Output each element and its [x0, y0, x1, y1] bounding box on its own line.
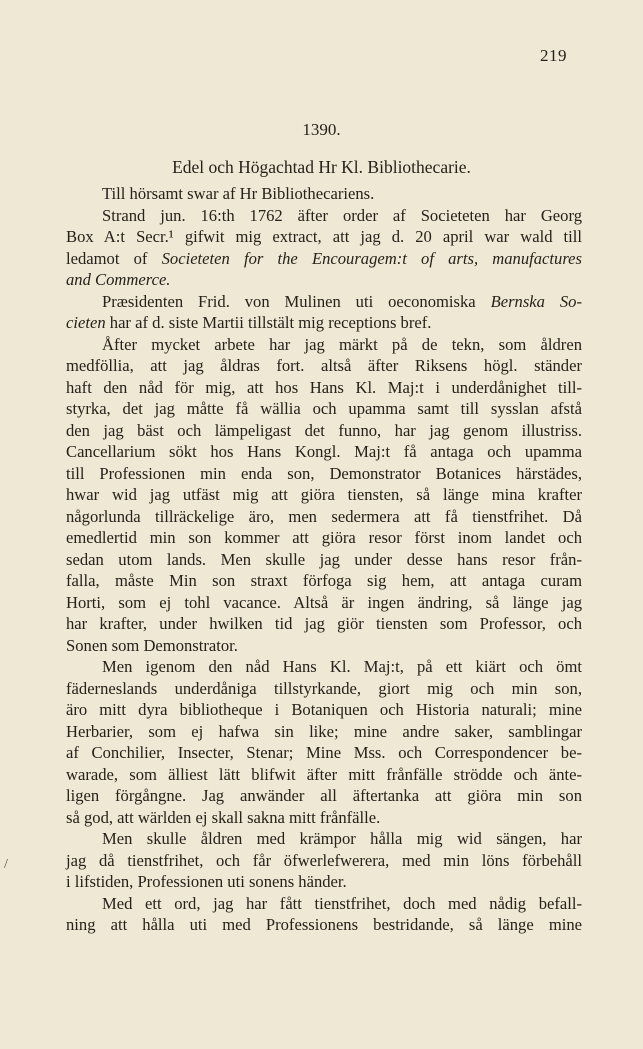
text-line [66, 506, 582, 528]
text-line [66, 398, 582, 420]
text-line [66, 699, 582, 721]
text-segment: ledamot of [66, 248, 162, 268]
italic-text: cieten [66, 313, 106, 332]
text-line [66, 656, 582, 678]
text-line [66, 527, 582, 549]
text-line [66, 441, 582, 463]
text-segment: warade, som älliest lätt blifwit äfter mitt frånfälle strödde och änte- [66, 764, 582, 784]
letter-number: 1390. [302, 120, 341, 139]
page-number: 219 [540, 46, 567, 65]
text-segment: emedlertid min son kommer att giöra resor först inom landet och [66, 528, 582, 547]
italic-text: Bernska So- [490, 291, 582, 311]
text-segment: har af d. siste Martii tillstält mig receptions bref. [105, 313, 432, 332]
text-segment: falla, måste Min son straxt förfoga sig hem, att antaga curam [66, 571, 582, 590]
text-line [66, 850, 582, 872]
text-line [66, 742, 582, 764]
text-segment: Horti, som ej tohl vacance. Altså är ingen ändring, så länge jag [66, 592, 582, 612]
text-segment: har krafter, under hwilken tid jag giör tiensten som Professor, och [66, 614, 582, 633]
text-segment: ligen förgångne. Jag anwänder all äftertanka att giöra min son [66, 786, 582, 805]
text-line [66, 914, 582, 936]
text-line [66, 377, 582, 399]
text-segment: Till hörsamt swar af Hr Bibliothecariens. [102, 184, 375, 203]
text-line [66, 549, 582, 571]
text-line [66, 828, 582, 850]
text-line [66, 334, 582, 356]
text-segment: äro mitt dyra bibliotheque i Botaniquen och Historia naturali; mine [66, 700, 582, 719]
text-segment: sedan utom lands. Men skulle jag under desse hans resor från- [66, 549, 582, 569]
text-segment: Strand jun. 16:th 1762 äfter order af Societeten har Georg [102, 205, 582, 225]
text-segment: till Professionen min enda son, Demonstrator Botanices härstädes, [66, 463, 582, 483]
text-line [66, 226, 582, 248]
text-segment: ning att hålla uti med Professionens bestridande, så länge mine [66, 915, 582, 934]
text-line [66, 871, 582, 893]
text-line [66, 248, 582, 270]
text-segment: Åfter mycket arbete har jag märkt på de tekn, som åldren [102, 334, 582, 354]
text-segment: Cancellarium sökt hos Hans Kongl. Maj:t få antaga och upamma [66, 442, 582, 461]
salutation: Edel och Högachtad Hr Kl. Bibliothecarie. [172, 157, 471, 177]
text-line [66, 312, 582, 334]
text-line [66, 721, 582, 743]
italic-text: and Commerce. [66, 270, 171, 289]
text-line [66, 205, 582, 227]
text-line [66, 613, 582, 635]
text-segment: Men igenom den nåd Hans Kl. Maj:t, på ett kiärt och ömt [102, 657, 582, 676]
text-line [66, 269, 582, 291]
text-segment: den jag bäst och lämpeligast det funno, har jag genom illustriss. [66, 420, 582, 440]
text-segment: Præsidenten Frid. von Mulinen uti oeconomiska [102, 291, 491, 311]
text-segment: någorlunda tillräckelige äro, men sedermera att få tienstfrihet. Då [66, 506, 582, 526]
margin-mark: / [4, 857, 8, 872]
text-segment: Herbarier, som ej hafwa sin like; mine andre saker, samblingar [66, 721, 582, 741]
text-segment: haft den nåd för mig, att hos Hans Kl. Maj:t i underdånighet till- [66, 377, 582, 397]
text-segment: jag då tienstfrihet, och får öfwerlefwerera, med min löns förbehåll [66, 850, 582, 870]
text-line [66, 570, 582, 592]
text-segment: Box A:t Secr.¹ gifwit mig extract, att jag d. 20 april war wald till [66, 227, 582, 246]
text-segment: Men skulle åldren med krämpor hålla mig wid sängen, har [102, 829, 582, 848]
text-line [66, 764, 582, 786]
text-line [66, 291, 582, 313]
text-line [66, 484, 582, 506]
text-segment: styrka, det jag måtte få wällia och upamma samt till sysslan afstå [66, 399, 582, 418]
italic-text: Societeten for the Encouragem:t of arts, manufactures [161, 248, 582, 268]
text-segment: i lifstiden, Professionen uti sonens händer. [66, 872, 347, 891]
text-segment: af Conchilier, Insecter, Stenar; Mine Mss. och Correspondencer be- [66, 743, 582, 762]
text-line [66, 592, 582, 614]
letter-body [66, 183, 582, 936]
text-segment: så god, att wärlden ej skall sakna mitt frånfälle. [66, 807, 381, 827]
text-segment: hwar wid jag utfäst mig att giöra tiensten, så länge mina krafter [66, 485, 582, 504]
text-line [66, 635, 582, 657]
text-segment: medföllia, att jag åldras fort. altså äfter Riksens högl. ständer [66, 356, 582, 375]
text-line [66, 678, 582, 700]
text-line [66, 355, 582, 377]
text-segment: Med ett ord, jag har fått tienstfrihet, doch med nådig befall- [102, 893, 582, 913]
text-segment: Sonen som Demonstrator. [66, 635, 238, 655]
text-line [66, 785, 582, 807]
text-line [66, 420, 582, 442]
text-line [66, 183, 582, 205]
text-line [66, 893, 582, 915]
text-segment: fäderneslands underdåniga tillstyrkande, giort mig och min son, [66, 678, 582, 698]
text-line [66, 807, 582, 829]
text-line [66, 463, 582, 485]
